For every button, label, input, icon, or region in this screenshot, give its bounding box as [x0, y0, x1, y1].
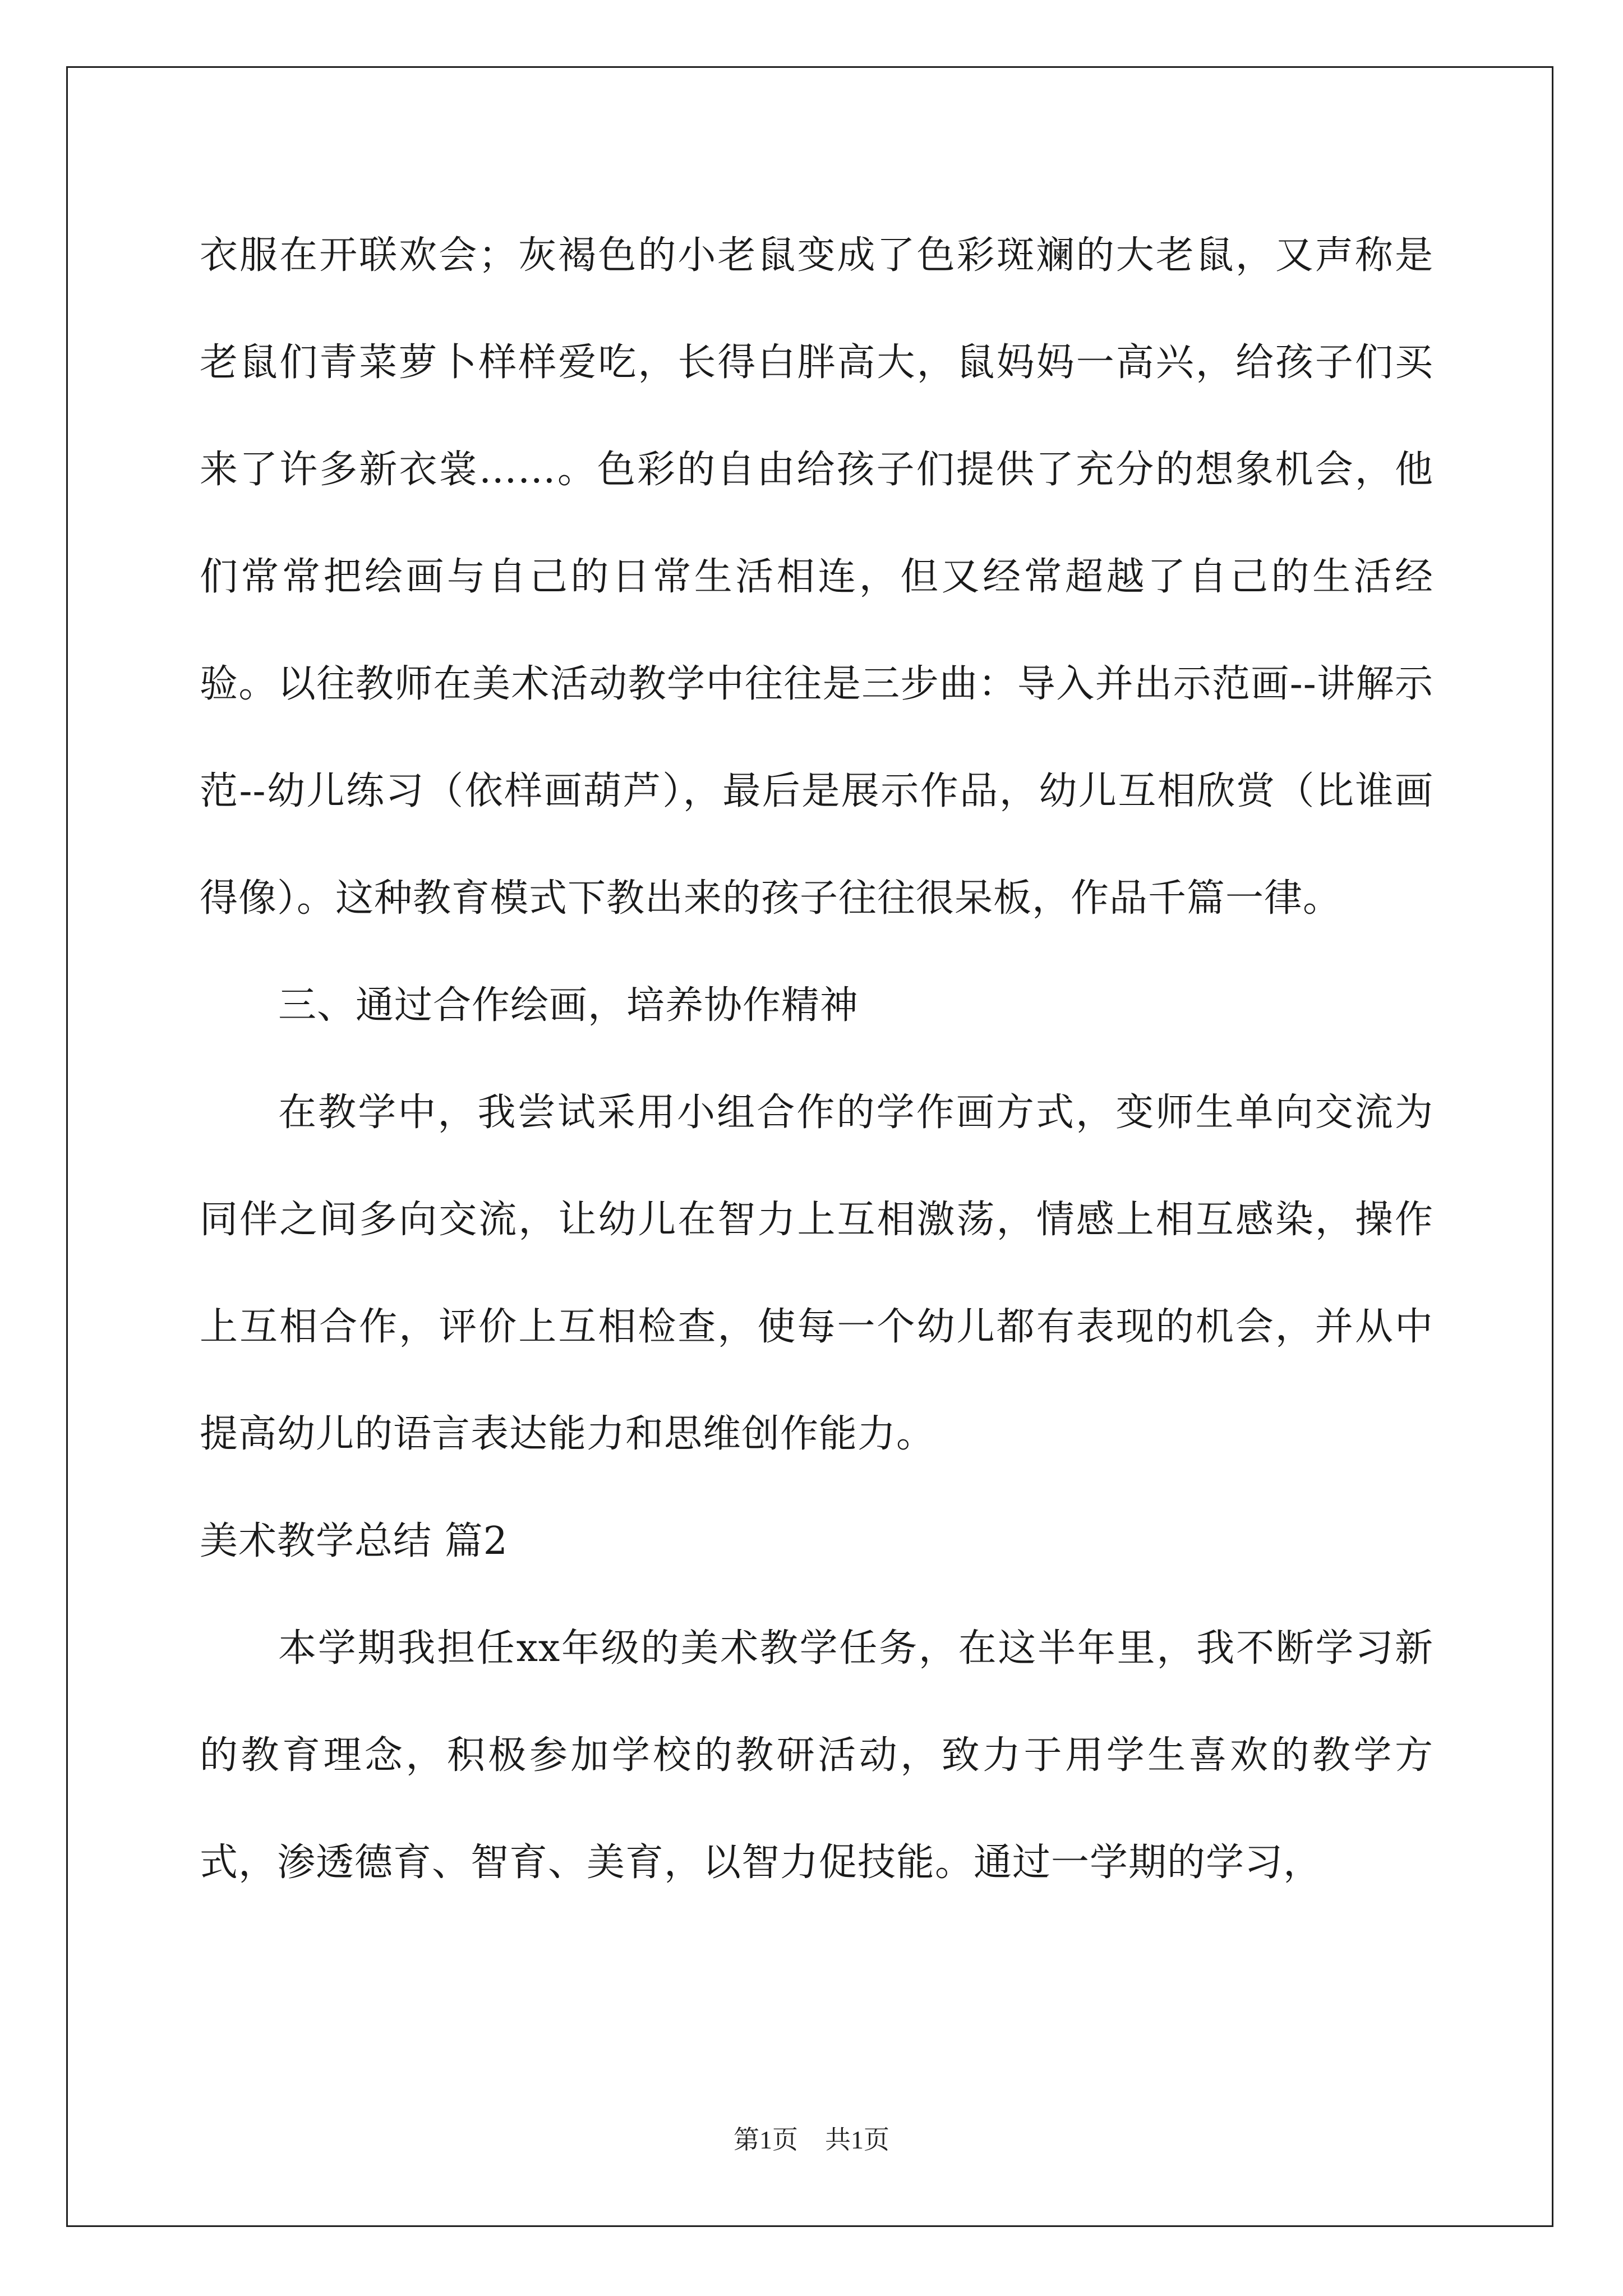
section-paragraph: 在教学中，我尝试采用小组合作的学作画方式，变师生单向交流为同伴之间多向交流，让幼儿在智力上互相激荡，情感上相互感染，操作上互相合作，评价上互相检查，使每一个幼儿都有表现的机会，并从中提高幼儿的语言表达能力和思维创作能力。: [200, 1091, 1433, 1456]
page-number-total: 共1页: [825, 2125, 889, 2154]
continuation-paragraph: 衣服在开联欢会；灰褐色的小老鼠变成了色彩斑斓的大老鼠，又声称是老鼠们青菜萝卜样样爱吃，长得白胖高大，鼠妈妈一高兴，给孩子们买来了许多新衣裳……。色彩的自由给孩子们提供了充分的想象机会，他们常常把绘画与自己的日常生活相连，但又经常超越了自己的生活经验。以往教师在美术活动教学中往往是三步曲：导入并出示范画--讲解示范--幼儿练习（依样画葫芦），最后是展示作品，幼儿互相欣赏（比谁画得像）。这种教育模式下教出来的孩子往往很呆板，作品千篇一律。: [200, 233, 1433, 921]
article-title: 美术教学总结 篇2: [200, 1519, 508, 1563]
page-footer: [0, 2119, 1623, 2156]
section-heading: 三、通过合作绘画，培养协作精神: [278, 983, 859, 1028]
page-number-current: 第1页: [734, 2125, 798, 2154]
article-paragraph: 本学期我担任xx年级的美术教学任务，在这半年里，我不断学习新的教育理念，积极参加学校的教研活动，致力于用学生喜欢的教学方式，渗透德育、智育、美育，以智力促技能。通过一学期的学习，: [200, 1626, 1433, 1885]
document-body: [200, 202, 1433, 1916]
